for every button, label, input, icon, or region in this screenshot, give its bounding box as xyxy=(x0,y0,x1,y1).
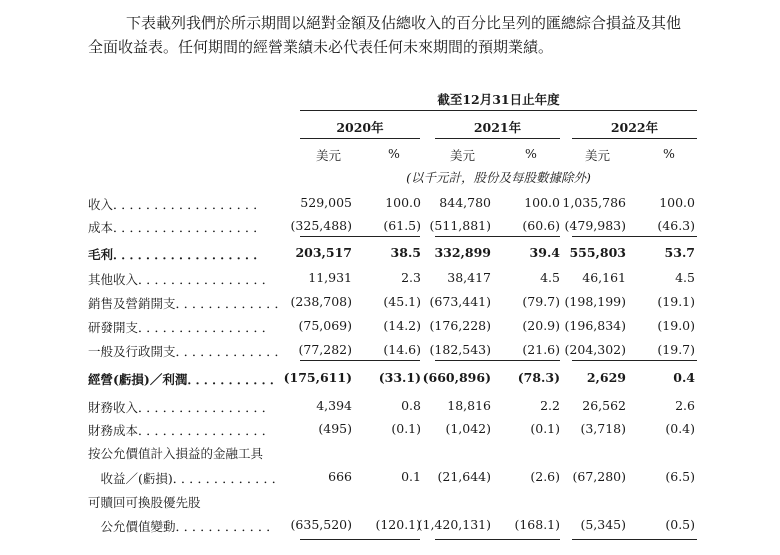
cell-value: (0.1) xyxy=(391,421,421,436)
cell-value: (1,042) xyxy=(445,421,491,436)
row-label xyxy=(88,342,289,360)
cell-value: 666 xyxy=(328,469,352,484)
cell-value: 4.5 xyxy=(675,270,695,285)
row-leader-dots: ．．．．．．．．．．．．．．．． xyxy=(138,423,277,438)
cell-value: (238,708) xyxy=(290,294,352,309)
subtotal-rule xyxy=(435,360,560,361)
cell-value: (635,520) xyxy=(290,517,352,532)
cell-value: 0.8 xyxy=(401,398,421,413)
cell-value: (78.3) xyxy=(517,370,560,385)
cell-value: (2.6) xyxy=(530,469,560,484)
cell-value: (673,441) xyxy=(429,294,491,309)
cell-value: 100.0 xyxy=(659,195,695,210)
cell-value: (6.5) xyxy=(665,469,695,484)
unit-pct-2020: % xyxy=(388,146,400,161)
cell-value: (45.1) xyxy=(383,294,421,309)
cell-value: 4.5 xyxy=(540,270,560,285)
row-label xyxy=(88,245,268,263)
cell-value: (495) xyxy=(318,421,352,436)
cell-value: 1,035,786 xyxy=(562,195,626,210)
row-label-text: 財務成本 xyxy=(88,423,139,438)
cell-value: (1,420,131) xyxy=(417,517,491,532)
cell-value: 26,562 xyxy=(582,398,626,413)
table-row xyxy=(0,342,780,362)
row-label-text: 公允價值變動 xyxy=(88,519,176,534)
cell-value: (77,282) xyxy=(298,342,352,357)
table-row xyxy=(0,195,780,215)
cell-value: (14.2) xyxy=(383,318,421,333)
cell-value: 4,394 xyxy=(316,398,352,413)
cell-value: 18,816 xyxy=(447,398,491,413)
row-leader-dots: ．．．．．．．．．．．．．．．．．． xyxy=(113,247,268,262)
subtotal-rule xyxy=(572,236,697,237)
subtotal-rule xyxy=(435,236,560,237)
row-label-text: 經營(虧損)／利潤 xyxy=(88,372,188,387)
cell-value: (204,302) xyxy=(564,342,626,357)
subtotal-rule xyxy=(300,236,420,237)
cell-value: (175,611) xyxy=(283,370,352,385)
cell-value: 555,803 xyxy=(569,245,626,260)
row-label-text: 財務收入 xyxy=(88,400,139,415)
row-label xyxy=(88,398,276,416)
subtotal-rule xyxy=(300,539,420,540)
row-label-text: 銷售及營銷開支 xyxy=(88,296,176,311)
row-label xyxy=(88,294,289,312)
row-leader-dots: ．．．．．．．．．．．．． xyxy=(175,344,290,359)
cell-value: (79.7) xyxy=(522,294,560,309)
cell-value: (19.0) xyxy=(657,318,695,333)
cell-value: 38.5 xyxy=(390,245,421,260)
cell-value: 46,161 xyxy=(582,270,626,285)
row-leader-dots: ．．．．．．．．．．．．．．．． xyxy=(138,272,277,287)
cell-value: 53.7 xyxy=(664,245,695,260)
cell-value: (75,069) xyxy=(298,318,352,333)
row-label-text: 收入 xyxy=(88,197,114,212)
row-leader-dots: ．．．．．．．．．．．．．．．．．． xyxy=(113,197,268,212)
cell-value: (0.4) xyxy=(665,421,695,436)
cell-value: (660,896) xyxy=(422,370,491,385)
subtotal-rule xyxy=(435,539,560,540)
cell-value: (120.1) xyxy=(375,517,421,532)
cell-value: 39.4 xyxy=(529,245,560,260)
table-row xyxy=(0,294,780,314)
table-row xyxy=(0,398,780,418)
cell-value: (46.3) xyxy=(657,218,695,233)
table-row xyxy=(0,218,780,238)
unit-note: (以千元計，股份及每股數據除外) xyxy=(406,170,591,185)
cell-value: 38,417 xyxy=(447,270,491,285)
row-leader-dots: ．．．．．．．．．．．．． xyxy=(175,296,290,311)
cell-value: (21.6) xyxy=(522,342,560,357)
row-label-text: 一般及行政開支 xyxy=(88,344,176,359)
row-label xyxy=(88,318,276,336)
unit-usd-2021: 美元 xyxy=(450,148,476,163)
row-label xyxy=(88,469,286,487)
cell-value: (182,543) xyxy=(429,342,491,357)
subtotal-rule xyxy=(572,360,697,361)
cell-value: (168.1) xyxy=(514,517,560,532)
cell-value: (511,881) xyxy=(429,218,491,233)
cell-value: 844,780 xyxy=(439,195,491,210)
cell-value: (479,983) xyxy=(564,218,626,233)
row-label-text: 收益／(虧損) xyxy=(88,471,173,486)
row-label xyxy=(88,218,268,236)
table-row xyxy=(0,421,780,441)
cell-value: 529,005 xyxy=(300,195,352,210)
cell-value: (20.9) xyxy=(522,318,560,333)
subtotal-rule xyxy=(572,539,697,540)
row-label xyxy=(88,270,276,288)
row-leader-dots: ．．．．．．．．．．．．．．．． xyxy=(138,320,277,335)
year-underline-2021 xyxy=(435,138,560,139)
row-leader-dots: ．．．．．．．．．．． xyxy=(187,372,285,387)
row-label-text: 按公允價值計入損益的金融工具 xyxy=(88,446,264,461)
cell-value: (33.1) xyxy=(378,370,421,385)
unit-pct-2022: % xyxy=(663,146,675,161)
cell-value: (5,345) xyxy=(580,517,626,532)
cell-value: (0.1) xyxy=(530,421,560,436)
row-leader-dots: ．．．．．．．．．．．． xyxy=(175,519,281,534)
cell-value: 100.0 xyxy=(385,195,421,210)
row-label-text: 研發開支 xyxy=(88,320,139,335)
row-label xyxy=(88,444,263,462)
unit-usd-2020: 美元 xyxy=(316,148,342,163)
cell-value: (19.1) xyxy=(657,294,695,309)
table-row xyxy=(0,469,780,489)
cell-value: (176,228) xyxy=(429,318,491,333)
row-leader-dots: ．．．．．．．．．．．．．．．．．． xyxy=(113,220,268,235)
cell-value: (325,488) xyxy=(290,218,352,233)
year-header-2022: 2022年 xyxy=(610,120,659,135)
table-row xyxy=(0,318,780,338)
table-row xyxy=(0,370,780,390)
cell-value: (0.5) xyxy=(665,517,695,532)
table-row xyxy=(0,270,780,290)
cell-value: (14.6) xyxy=(383,342,421,357)
row-leader-dots: ．．．．．．．．．．．．．．．． xyxy=(138,400,277,415)
table-row xyxy=(0,245,780,265)
row-label-text: 可贖回可換股優先股 xyxy=(88,495,201,510)
row-label-text: 其他收入 xyxy=(88,272,139,287)
row-label-text: 毛利 xyxy=(88,247,114,262)
row-label xyxy=(88,493,201,511)
cell-value: 203,517 xyxy=(295,245,352,260)
unit-pct-2021: % xyxy=(525,146,537,161)
intro-line-1: 下表載列我們於所示期間以絕對金額及佔總收入的百分比呈列的匯總綜合損益及其他 xyxy=(126,14,682,32)
year-underline-2020 xyxy=(300,138,420,139)
cell-value: 2.2 xyxy=(540,398,560,413)
row-label xyxy=(88,370,284,388)
row-leader-dots: ．．．．．．．．．．．．． xyxy=(172,471,287,486)
cell-value: (19.7) xyxy=(657,342,695,357)
period-header: 截至12月31日止年度 xyxy=(437,92,560,107)
cell-value: 0.1 xyxy=(401,469,421,484)
cell-value: 2.6 xyxy=(675,398,695,413)
cell-value: (60.6) xyxy=(522,218,560,233)
cell-value: (61.5) xyxy=(383,218,421,233)
subtotal-rule xyxy=(300,360,420,361)
row-label xyxy=(88,421,276,439)
period-underline xyxy=(300,110,697,111)
cell-value: (67,280) xyxy=(572,469,626,484)
year-header-2020: 2020年 xyxy=(336,120,384,135)
row-label xyxy=(88,195,268,213)
cell-value: (3,718) xyxy=(580,421,626,436)
table-row xyxy=(0,444,780,464)
cell-value: 0.4 xyxy=(673,370,695,385)
cell-value: (21,644) xyxy=(437,469,491,484)
table-row xyxy=(0,517,780,537)
cell-value: (198,199) xyxy=(564,294,626,309)
cell-value: 2,629 xyxy=(586,370,626,385)
row-label xyxy=(88,517,281,535)
cell-value: 2.3 xyxy=(401,270,421,285)
table-row xyxy=(0,493,780,513)
unit-usd-2022: 美元 xyxy=(585,148,611,163)
row-label-text: 成本 xyxy=(88,220,114,235)
cell-value: 11,931 xyxy=(308,270,352,285)
year-header-2021: 2021年 xyxy=(473,120,522,135)
cell-value: 100.0 xyxy=(524,195,560,210)
cell-value: 332,899 xyxy=(434,245,491,260)
year-underline-2022 xyxy=(572,138,697,139)
intro-line-2: 全面收益表。任何期間的經營業績未必代表任何未來期間的預期業績。 xyxy=(88,38,554,56)
cell-value: (196,834) xyxy=(564,318,626,333)
